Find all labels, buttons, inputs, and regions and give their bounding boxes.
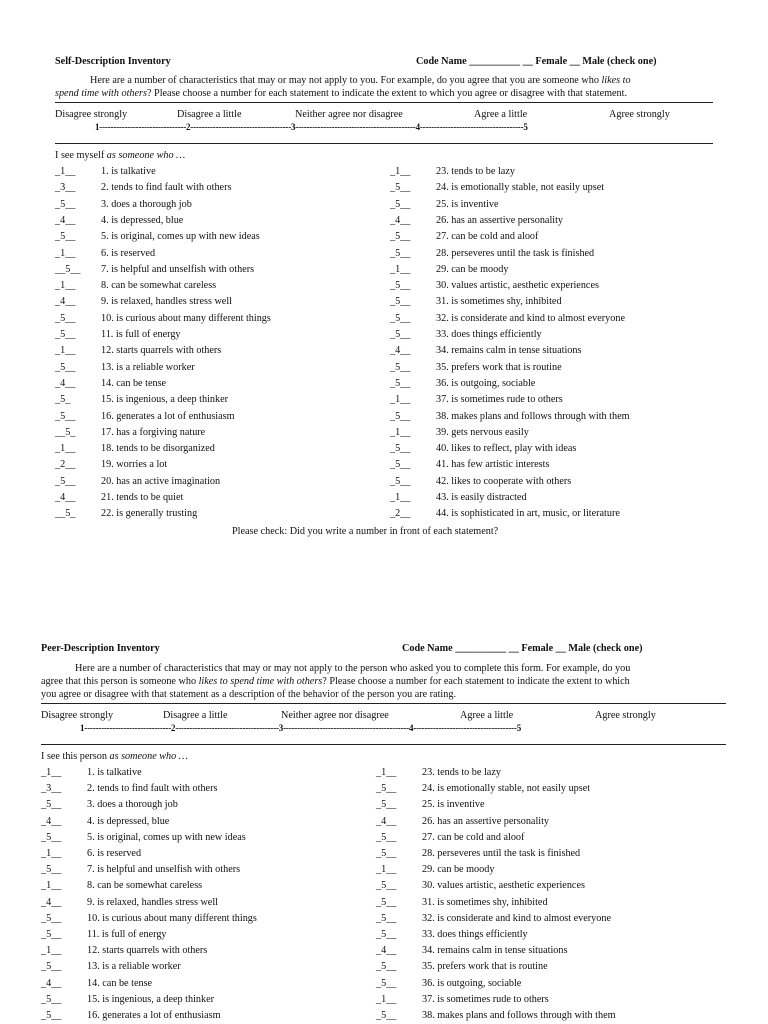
peer-scale-line: 1-------------------------------2-------------------------------------3---------------------------------------------4-------------------------------------5: [80, 723, 522, 733]
statement-text: 2. tends to find fault with others: [101, 182, 232, 194]
statement-row: [390, 343, 581, 359]
statement-text: 6. is reserved: [101, 247, 156, 259]
rating-answer[interactable]: _5__: [390, 182, 411, 194]
statement-row: [376, 895, 548, 911]
statement-text: 31. is sometimes shy, inhibited: [436, 296, 562, 308]
statement-row: [376, 943, 567, 959]
statement-text: 32. is considerate and kind to almost everyone: [436, 312, 625, 324]
rating-answer[interactable]: __5__: [55, 263, 81, 275]
rating-answer[interactable]: _1__: [390, 263, 411, 275]
rating-answer[interactable]: _4__: [390, 345, 411, 357]
statement-text: 2. tends to find fault with others: [87, 783, 218, 795]
statement-text: 26. has an assertive personality: [436, 214, 564, 226]
rating-answer[interactable]: _1__: [390, 492, 411, 503]
statement-row: [376, 797, 485, 813]
statement-text: 12. starts quarrels with others: [87, 945, 208, 957]
rating-answer[interactable]: _5__: [55, 312, 76, 324]
statement-row: [55, 360, 195, 376]
statement-text: 5. is original, comes up with new ideas: [87, 831, 246, 843]
statement-text: 10. is curious about many different things: [101, 312, 271, 324]
statement-text: 3. does a thorough job: [101, 198, 192, 210]
rating-answer[interactable]: _5__: [390, 231, 411, 243]
statement-row: [55, 262, 254, 278]
statement-row: [41, 846, 141, 862]
peer-intro: I see this person as someone who …: [41, 751, 188, 762]
rating-answer[interactable]: _1__: [390, 394, 411, 406]
statement-row: [55, 278, 216, 294]
statement-row: [41, 878, 202, 894]
rating-answer[interactable]: _5__: [376, 880, 397, 892]
peer-scale-label-3: Neither agree nor disagree: [281, 710, 389, 721]
rating-answer[interactable]: _5__: [390, 280, 411, 292]
self-scale-label-4: Agree a little: [474, 109, 528, 120]
statement-text: 35. prefers work that is routine: [422, 961, 548, 973]
statement-row: [390, 392, 563, 408]
self-rule-top: [55, 102, 713, 103]
statement-text: 8. can be somewhat careless: [101, 280, 217, 292]
statement-text: 23. tends to be lazy: [422, 767, 501, 778]
statement-text: 40. likes to reflect, play with ideas: [436, 443, 577, 455]
statement-row: [55, 327, 181, 343]
statement-text: 24. is emotionally stable, not easily upset: [422, 783, 591, 795]
rating-answer[interactable]: _5__: [55, 361, 76, 373]
statement-text: 17. has a forgiving nature: [101, 426, 206, 438]
rating-answer[interactable]: _3__: [41, 783, 62, 795]
statement-row: [376, 830, 524, 846]
statement-text: 31. is sometimes shy, inhibited: [422, 896, 548, 908]
statement-text: 19. worries a lot: [101, 459, 168, 471]
rating-answer[interactable]: _5__: [376, 848, 397, 859]
rating-answer[interactable]: _4__: [376, 945, 397, 957]
statement-text: 7. is helpful and unselfish with others: [101, 263, 255, 275]
self-scale-label-5: Agree strongly: [609, 109, 670, 120]
rating-answer[interactable]: _5__: [390, 377, 411, 389]
rating-answer[interactable]: _2__: [55, 459, 76, 471]
rating-answer[interactable]: _1__: [376, 864, 397, 876]
statement-row: [55, 409, 235, 425]
statement-text: 20. has an active imagination: [101, 475, 221, 487]
rating-answer[interactable]: _5__: [55, 231, 76, 243]
rating-answer[interactable]: _5__: [390, 296, 411, 308]
statement-text: 22. is generally trusting: [101, 508, 198, 520]
statement-row: [390, 474, 571, 490]
statement-text: 21. tends to be quiet: [101, 492, 184, 503]
statement-text: 7. is helpful and unselfish with others: [87, 864, 241, 876]
statement-row: [390, 278, 599, 294]
self-intro: I see myself as someone who …: [55, 150, 186, 161]
statement-text: 3. does a thorough job: [87, 799, 178, 811]
statement-row: [376, 911, 611, 927]
rating-answer[interactable]: _5__: [55, 198, 76, 210]
rating-answer[interactable]: _1__: [41, 767, 62, 778]
statement-text: 12. starts quarrels with others: [101, 345, 222, 357]
statement-text: 5. is original, comes up with new ideas: [101, 231, 260, 243]
rating-answer[interactable]: _4__: [41, 896, 62, 908]
statement-text: 28. perseveres until the task is finished: [436, 247, 595, 259]
self-rule-bottom: [55, 143, 713, 144]
statement-text: 8. can be somewhat careless: [87, 880, 203, 892]
statement-text: 23. tends to be lazy: [436, 166, 515, 177]
rating-answer[interactable]: _5__: [41, 799, 62, 811]
rating-answer[interactable]: _5__: [390, 459, 411, 471]
statement-row: [376, 846, 580, 862]
statement-row: [390, 229, 538, 245]
statement-row: [376, 862, 494, 878]
statement-row: [55, 441, 215, 457]
rating-answer[interactable]: _5__: [376, 1010, 397, 1021]
peer-scale-label-1: Disagree strongly: [41, 710, 114, 721]
statement-text: 26. has an assertive personality: [422, 815, 550, 827]
statement-row: [41, 895, 218, 911]
statement-row: [41, 1008, 221, 1024]
statement-text: 1. is talkative: [87, 767, 142, 778]
rating-answer[interactable]: _5__: [41, 961, 62, 973]
statement-text: 38. makes plans and follows through with them: [422, 1010, 616, 1021]
statement-text: 27. can be cold and aloof: [436, 231, 539, 243]
statement-row: [41, 976, 152, 992]
statement-row: [390, 457, 549, 473]
statement-text: 14. can be tense: [87, 977, 153, 989]
statement-text: 25. is inventive: [436, 198, 499, 210]
peer-scale-label-4: Agree a little: [460, 710, 514, 721]
statement-text: 34. remains calm in tense situations: [422, 945, 568, 957]
statement-row: [55, 506, 197, 522]
statement-row: [55, 343, 221, 359]
statement-text: 10. is curious about many different things: [87, 912, 257, 924]
peer-instructions-line-1: Here are a number of characteristics that may or may not apply to the person who asked you to complete this form. For example, do you: [75, 663, 631, 674]
self-instructions-line-1: Here are a number of characteristics that may or may not apply to you. For example, do you agree that you are someone who likes to: [90, 75, 631, 86]
statement-row: [41, 781, 217, 797]
rating-answer[interactable]: _1__: [390, 166, 411, 177]
peer-instructions-line-2: agree that this person is someone who likes to spend time with others? Please choose a number for each statement to indicate the extent to which: [41, 676, 630, 687]
statement-row: [376, 814, 549, 830]
rating-answer[interactable]: _5__: [41, 831, 62, 843]
rating-answer[interactable]: _5__: [390, 443, 411, 455]
statement-row: [376, 781, 590, 797]
rating-answer[interactable]: _5__: [55, 475, 76, 487]
rating-answer[interactable]: _1__: [55, 345, 76, 357]
rating-answer[interactable]: _5__: [376, 977, 397, 989]
statement-row: [55, 294, 232, 310]
self-scale-label-2: Disagree a little: [177, 109, 242, 120]
statement-text: 29. can be moody: [422, 864, 495, 876]
statement-row: [390, 311, 625, 327]
rating-answer[interactable]: _4__: [55, 492, 76, 503]
rating-answer[interactable]: _1__: [55, 443, 76, 455]
statement-text: 15. is ingenious, a deep thinker: [87, 993, 215, 1005]
statement-row: [390, 409, 630, 425]
statement-row: [390, 360, 562, 376]
rating-answer[interactable]: _4__: [55, 377, 76, 389]
statement-row: [55, 213, 183, 229]
rating-answer[interactable]: _5__: [41, 993, 62, 1005]
rating-answer[interactable]: _5__: [390, 475, 411, 487]
rating-answer[interactable]: _5__: [376, 912, 397, 924]
rating-answer[interactable]: _5__: [41, 864, 62, 876]
statement-row: [55, 392, 228, 408]
statement-text: 4. is depressed, blue: [87, 815, 170, 827]
statement-row: [41, 992, 214, 1008]
statement-text: 41. has few artistic interests: [436, 459, 550, 471]
rating-answer[interactable]: _5__: [390, 247, 411, 259]
rating-answer[interactable]: _5__: [390, 410, 411, 422]
statement-text: 28. perseveres until the task is finished: [422, 848, 581, 859]
statement-row: [390, 425, 529, 441]
statement-text: 29. can be moody: [436, 263, 509, 275]
rating-answer[interactable]: _4__: [41, 815, 62, 827]
rating-answer[interactable]: _5_: [55, 394, 71, 406]
statement-text: 15. is ingenious, a deep thinker: [101, 394, 229, 406]
statement-text: 32. is considerate and kind to almost everyone: [422, 912, 611, 924]
statement-row: [390, 246, 594, 262]
rating-answer[interactable]: _5__: [390, 198, 411, 210]
statement-row: [390, 441, 576, 457]
statement-row: [390, 294, 562, 310]
peer-code-name-line: Code Name __________ __ Female __ Male (check one): [402, 643, 643, 654]
statement-row: [55, 229, 260, 245]
statement-text: 39. gets nervous easily: [436, 426, 529, 438]
rating-answer[interactable]: _1__: [55, 166, 76, 177]
statement-text: 9. is relaxed, handles stress well: [101, 296, 232, 308]
statement-row: [390, 180, 604, 196]
rating-answer[interactable]: _3__: [55, 182, 76, 194]
rating-answer[interactable]: _5__: [41, 1010, 62, 1021]
statement-text: 30. values artistic, aesthetic experiences: [436, 280, 599, 292]
statement-text: 38. makes plans and follows through with them: [436, 410, 630, 422]
statement-row: [41, 814, 169, 830]
rating-answer[interactable]: _5__: [376, 783, 397, 795]
statement-text: 37. is sometimes rude to others: [422, 993, 549, 1005]
rating-answer[interactable]: _5__: [41, 912, 62, 924]
statement-row: [390, 327, 542, 343]
rating-answer[interactable]: _5__: [390, 312, 411, 324]
statement-row: [55, 246, 155, 262]
statement-row: [41, 943, 207, 959]
statement-text: 44. is sophisticated in art, music, or literature: [436, 508, 620, 520]
statement-row: [55, 311, 271, 327]
statement-text: 1. is talkative: [101, 166, 156, 177]
statement-row: [376, 927, 528, 943]
rating-answer[interactable]: _2__: [390, 508, 411, 520]
statement-row: [376, 992, 549, 1008]
statement-row: [376, 1008, 616, 1024]
statement-text: 11. is full of energy: [87, 929, 167, 940]
statement-text: 14. can be tense: [101, 377, 167, 389]
statement-text: 11. is full of energy: [101, 329, 181, 340]
statement-text: 13. is a reliable worker: [101, 361, 195, 373]
statement-text: 36. is outgoing, sociable: [436, 377, 536, 389]
statement-row: [376, 878, 585, 894]
statement-row: [55, 197, 192, 213]
statement-text: 9. is relaxed, handles stress well: [87, 896, 218, 908]
rating-answer[interactable]: _5__: [55, 410, 76, 422]
statement-row: [41, 911, 257, 927]
peer-title: Peer-Description Inventory: [41, 643, 160, 654]
statement-text: 6. is reserved: [87, 848, 142, 859]
rating-answer[interactable]: _5__: [376, 929, 397, 940]
statement-row: [55, 164, 156, 180]
statement-row: [376, 976, 521, 992]
statement-text: 37. is sometimes rude to others: [436, 394, 563, 406]
rating-answer[interactable]: _5__: [376, 799, 397, 811]
statement-row: [390, 262, 508, 278]
peer-instructions-line-3: you agree or disagree with that statement as a description of the behavior of the person you are rating.: [41, 689, 456, 700]
peer-scale-label-5: Agree strongly: [595, 710, 656, 721]
statement-row: [390, 490, 527, 506]
statement-row: [41, 830, 246, 846]
statement-row: [55, 180, 231, 196]
statement-text: 35. prefers work that is routine: [436, 361, 562, 373]
statement-row: [41, 765, 142, 781]
statement-text: 16. generates a lot of enthusiasm: [101, 410, 235, 422]
statement-row: [55, 457, 167, 473]
statement-text: 16. generates a lot of enthusiasm: [87, 1010, 221, 1021]
statement-row: [390, 213, 563, 229]
rating-answer[interactable]: _5__: [41, 929, 62, 940]
rating-answer[interactable]: _1__: [390, 426, 411, 438]
statement-row: [390, 197, 499, 213]
rating-answer[interactable]: _4__: [41, 977, 62, 989]
peer-scale-label-2: Disagree a little: [163, 710, 228, 721]
statement-row: [55, 490, 183, 506]
rating-answer[interactable]: _5__: [390, 361, 411, 373]
self-check-note: Please check: Did you write a number in front of each statement?: [232, 526, 499, 537]
rating-answer[interactable]: _1__: [41, 848, 62, 859]
statement-row: [41, 862, 240, 878]
statement-text: 33. does things efficiently: [422, 929, 528, 940]
statement-row: [41, 959, 181, 975]
self-scale-line: 1-------------------------------2------------------------------------3-------------------------------------------4-------------------------------------5: [95, 122, 528, 132]
peer-rule-top: [41, 703, 726, 704]
statement-row: [390, 506, 620, 522]
rating-answer[interactable]: __5_: [55, 426, 76, 438]
rating-answer[interactable]: __5_: [55, 508, 76, 520]
statement-text: 43. is easily distracted: [436, 492, 527, 503]
statement-text: 33. does things efficiently: [436, 329, 542, 340]
rating-answer[interactable]: _1__: [41, 945, 62, 957]
statement-text: 4. is depressed, blue: [101, 214, 184, 226]
rating-answer[interactable]: _4__: [55, 296, 76, 308]
self-scale-label-3: Neither agree nor disagree: [295, 109, 403, 120]
statement-row: [55, 376, 166, 392]
statement-text: 25. is inventive: [422, 799, 485, 811]
rating-answer[interactable]: _1__: [55, 247, 76, 259]
statement-row: [55, 425, 205, 441]
rating-answer[interactable]: _5__: [376, 961, 397, 973]
statement-row: [41, 927, 167, 943]
statement-row: [376, 959, 548, 975]
statement-text: 30. values artistic, aesthetic experiences: [422, 880, 585, 892]
statement-text: 13. is a reliable worker: [87, 961, 181, 973]
self-instructions-line-2: spend time with others? Please choose a number for each statement to indicate the extent to which you agree or disagree with that statement.: [55, 88, 628, 99]
rating-answer[interactable]: _1__: [41, 880, 62, 892]
rating-answer[interactable]: _5__: [55, 329, 76, 340]
statement-text: 24. is emotionally stable, not easily upset: [436, 182, 605, 194]
statement-row: [390, 164, 515, 180]
rating-answer[interactable]: _1__: [376, 993, 397, 1005]
self-title: Self-Description Inventory: [55, 56, 171, 67]
statement-row: [41, 797, 178, 813]
self-scale-label-1: Disagree strongly: [55, 109, 128, 120]
statement-text: 34. remains calm in tense situations: [436, 345, 582, 357]
rating-answer[interactable]: _5__: [376, 831, 397, 843]
statement-text: 27. can be cold and aloof: [422, 831, 525, 843]
rating-answer[interactable]: _4__: [55, 214, 76, 226]
rating-answer[interactable]: _4__: [376, 815, 397, 827]
rating-answer[interactable]: _1__: [55, 280, 76, 292]
self-code-name-line: Code Name __________ __ Female __ Male (check one): [416, 56, 657, 67]
statement-row: [390, 376, 535, 392]
statement-text: 18. tends to be disorganized: [101, 443, 215, 455]
peer-rule-bottom: [41, 744, 726, 745]
rating-answer[interactable]: _1__: [376, 767, 397, 778]
rating-answer[interactable]: _5__: [390, 329, 411, 340]
statement-text: 42. likes to cooperate with others: [436, 475, 572, 487]
statement-row: [55, 474, 220, 490]
rating-answer[interactable]: _5__: [376, 896, 397, 908]
rating-answer[interactable]: _4__: [390, 214, 411, 226]
statement-row: [376, 765, 501, 781]
statement-text: 36. is outgoing, sociable: [422, 977, 522, 989]
